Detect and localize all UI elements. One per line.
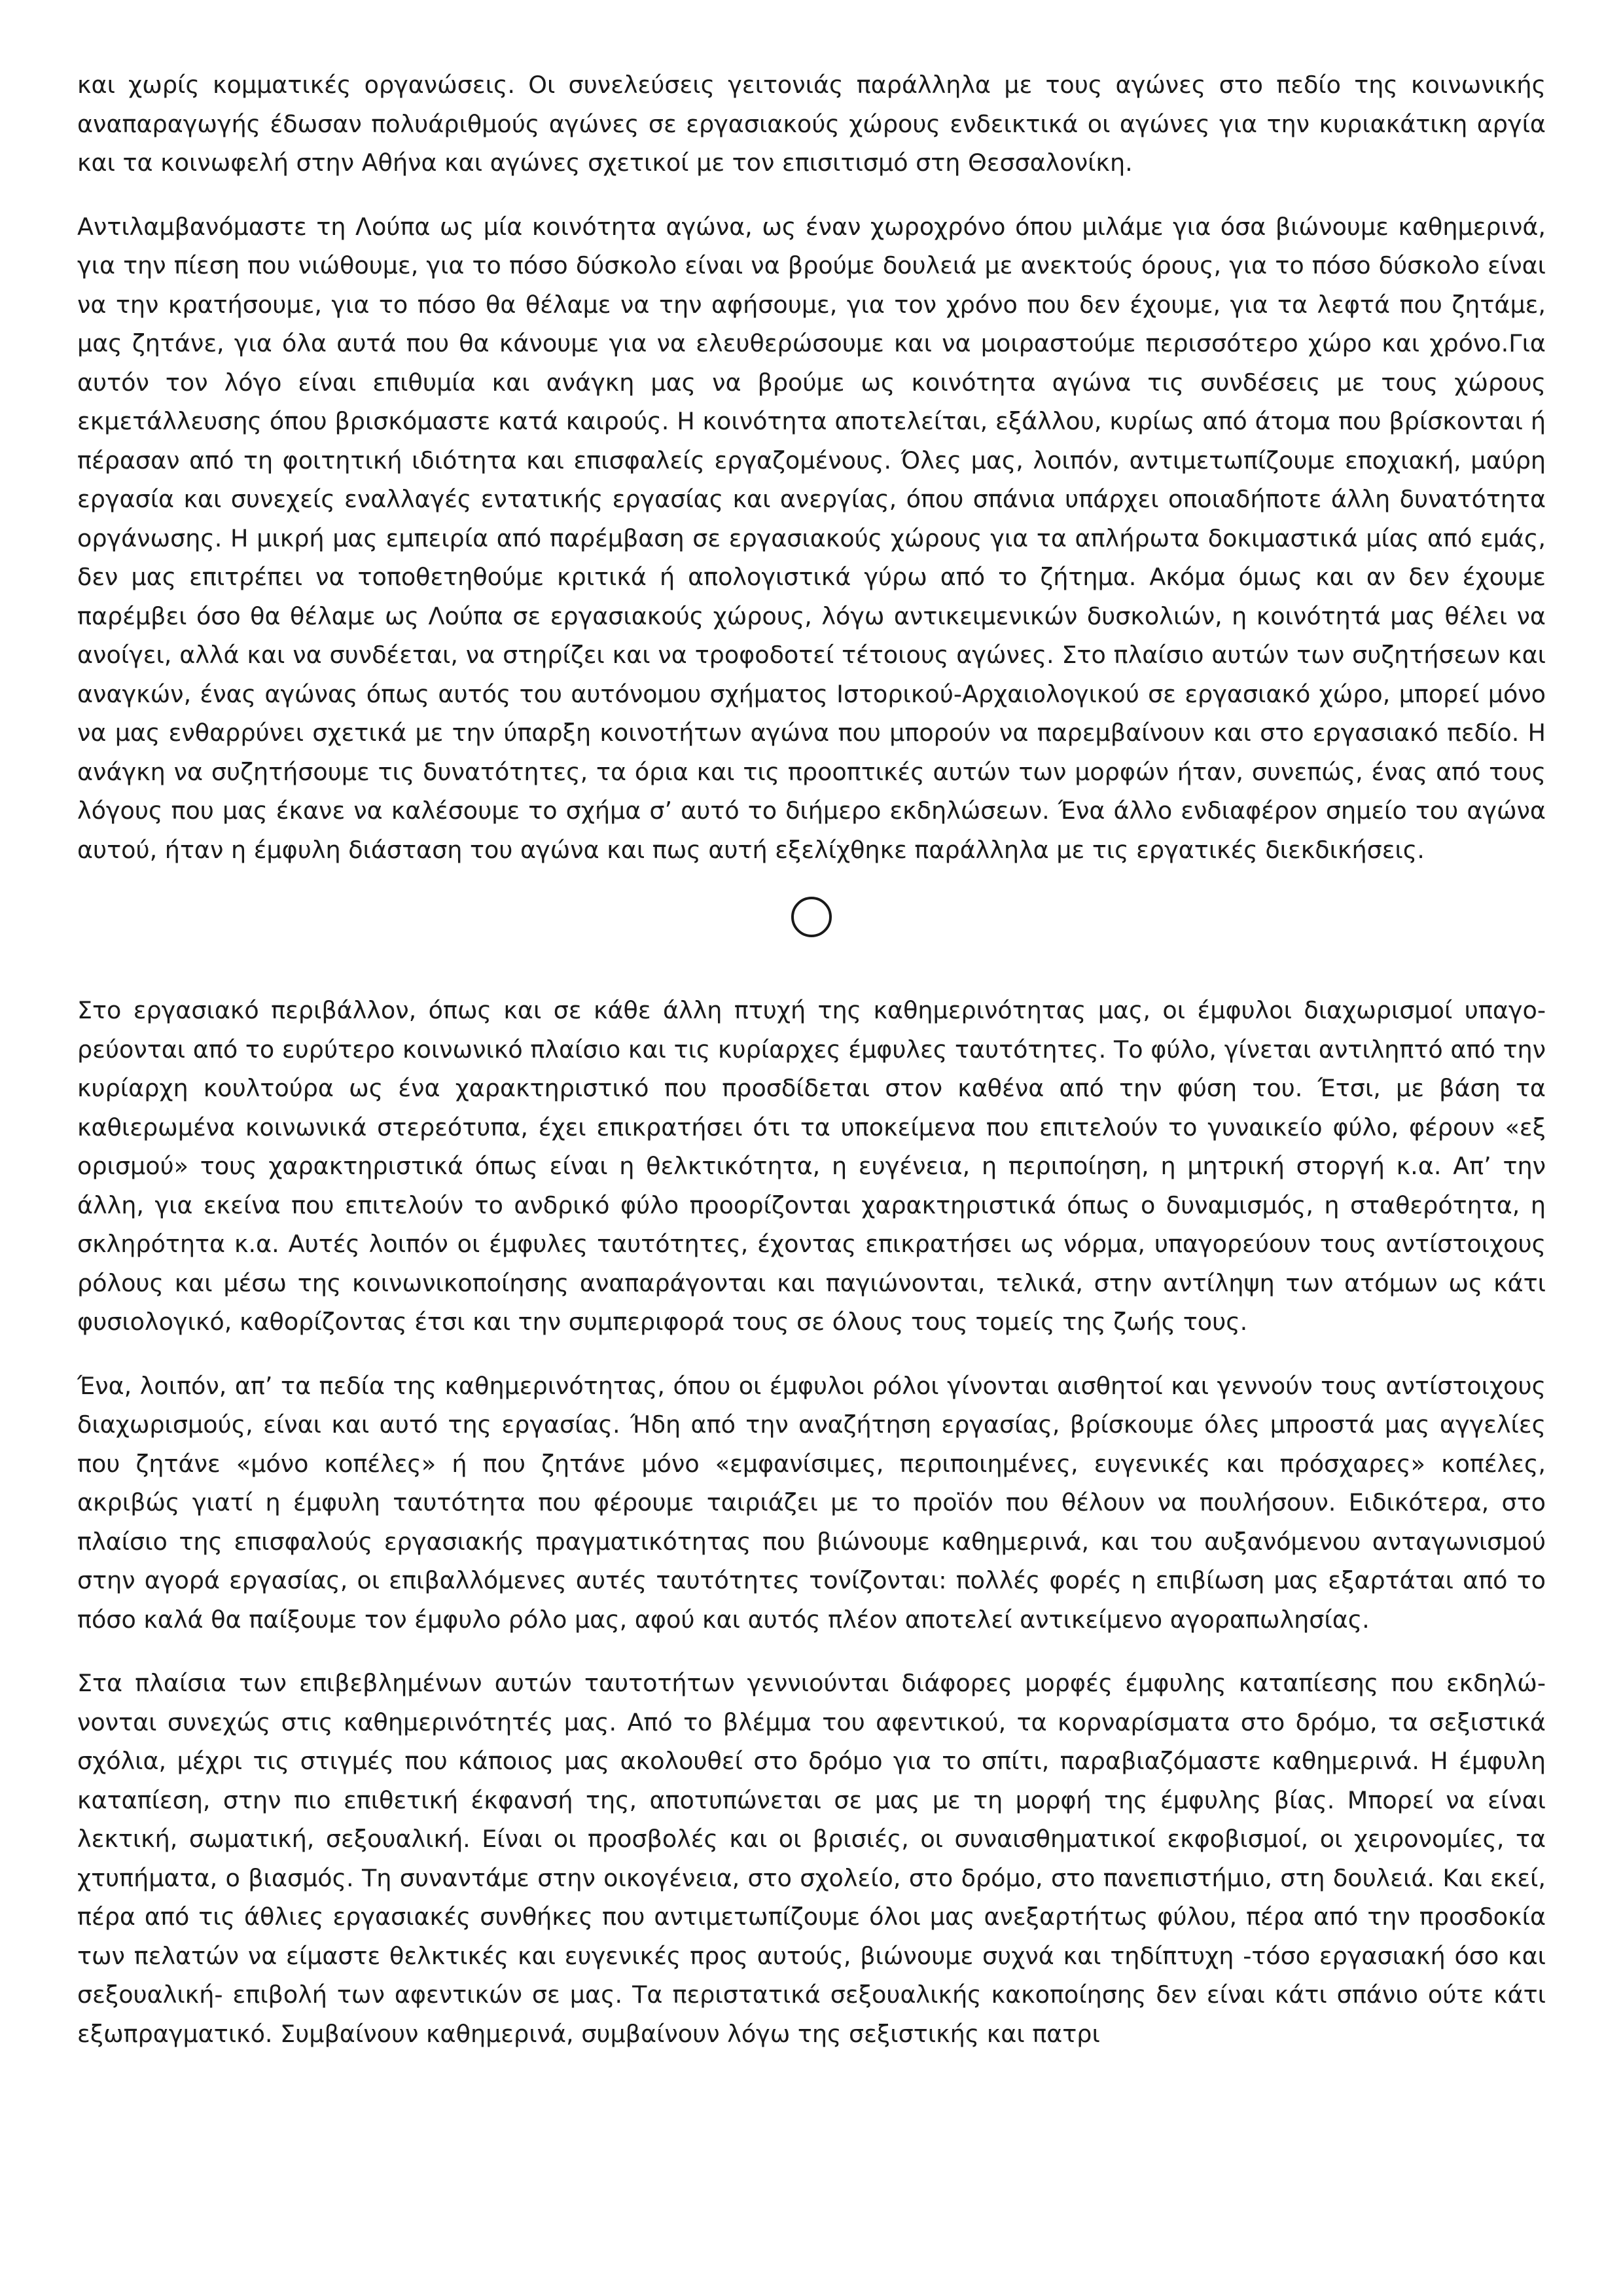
- circle-ornament-icon: [791, 897, 832, 937]
- section-divider: [77, 897, 1546, 942]
- section-a: [77, 65, 1546, 869]
- document-page: [77, 65, 1546, 2078]
- section-b: [77, 991, 1546, 2053]
- paragraph: Αντιλαμβανόμαστε τη Λούπα ως μία κοινότητα αγώνα, ως έναν χωροχρόνο όπου μιλάμε για όσα βιώνουμε καθημερινά, για την πίεση που νιώθουμε, για το πόσο δύσκολο είναι να βρούμε δουλειά με ανεκτούς όρους, για το πόσο δύσκολο είναι να την κρατήσουμε, για το πόσο θα θέλαμε να την αφήσουμε, για τον χρόνο που δεν έχουμε, για τα λεφτά που ζητάμε, μας ζητάνε, για όλα αυτά που θα κάνουμε για να ελευθερώσουμε και να μοιραστούμε περισσότερο χώρο και χρόνο.Για αυτόν τον λόγο είναι επιθυμία και ανάγκη μας να βρούμε ως κοινότητα αγώνα τις συνδέσεις με τους χώρους εκμετάλλευσης όπου βρισκόμαστε κατά καιρούς. Η κοινότητα αποτελείται, εξάλλου, κυρίως από άτομα που βρίσκονται ή πέρασαν από τη φοιτητική ιδιότητα και επισφαλείς εργαζομένους. Όλες μας, λοιπόν, αντιμετωπίζουμε εποχιακή, μαύρη εργασία και συνεχείς εναλλαγές εντατικής εργασίας και ανεργίας, όπου σπάνια υπάρχει οποιαδήποτε άλλη δυνατότητα οργάνωσης. Η μικρή μας εμπειρία από παρέμβαση σε εργασιακούς χώρους για τα απλήρωτα δοκιμαστικά μίας από εμάς, δεν μας επιτρέπει να τοποθετηθούμε κριτικά ή απολογιστικά γύρω από το ζήτημα. Ακόμα όμως και αν δεν έχουμε παρέμβει όσο θα θέλαμε ως Λούπα σε εργασιακούς χώρους, λόγω αντικειμενικών δυσκολιών, η κοινότητά μας θέλει να ανοίγει, αλλά και να συνδέεται, να στηρίζει και να τροφοδοτεί τέτοιους αγώνες. Στο πλαίσιο αυτών των συζητήσεων και αναγκών, ένας αγώνας όπως αυτός του αυτόνομου σχήματος Ιστορικού-Αρχαιολογικού σε εργασιακό χώρο, μπορεί μόνο να μας ενθαρρύνει σχετικά με την ύπαρξη κοινοτήτων αγώνα που μπορούν να παρεμβαίνουν και στο εργασιακό πεδίο. Η ανάγκη να συζητήσουμε τις δυνατότητες, τα όρια και τις προοπτικές αυτών των μορφών ήταν, συνεπώς, ένας από τους λόγους που μας έκανε να καλέσουμε το σχήμα σ’ αυτό το διήμερο εκδηλώσεων. Ένα άλλο ενδιαφέρον σημείο του αγώνα αυτού, ήταν η έμφυλη διάσταση του αγώνα και πως αυτή εξελίχθηκε παράλληλα με τις εργατικές διεκδικήσεις.: [77, 212, 1546, 864]
- paragraph: Στα πλαίσια των επιβεβλημένων αυτών ταυτοτήτων γεννιούνται διάφορες μορφές έμφυλης καταπίεσης που εκδηλώνονται συνεχώς στις καθημερινότητές μας. Από το βλέμμα του αφεντικού, τα κορναρίσματα στο δρόμο, τα σεξιστικά σχόλια, μέχρι τις στιγμές που κάποιος μας ακολουθεί στο δρόμο για το σπίτι, παραβιαζόμαστε καθημερινά. Η έμφυλη καταπίεση, στην πιο επιθετική έκφανσή της, αποτυπώνεται σε μας με τη μορφή της έμφυλης βίας. Μπορεί να είναι λεκτική, σωματική, σεξουαλική. Είναι οι προσβολές και οι βρισιές, οι συναισθηματικοί εκφοβισμοί, οι χειρονομίες, τα χτυπήματα, ο βιασμός. Τη συναντάμε στην οικογένεια, στο σχολείο, στο δρόμο, στο πανεπιστήμιο, στη δουλειά. Και εκεί, πέρα από τις άθλιες εργασιακές συνθήκες που αντιμετωπίζουμε όλοι μας ανεξαρτήτως φύλου, πέρα από την προσδοκία των πελατών να είμαστε θελκτικές και ευγενικές προς αυτούς, βιώνουμε συχνά και τηδίπτυχη -τόσο εργασιακή όσο και σεξουαλική- επιβολή των αφεντικών σε μας. Τα περιστατικά σεξουαλικής κακοποίησης δεν είναι κάτι σπάνιο ούτε κάτι εξωπραγματικό. Συμβαίνουν καθημερινά, συμβαίνουν λόγω της σεξιστικής και πατρι: [77, 1669, 1546, 2048]
- paragraph: Στο εργασιακό περιβάλλον, όπως και σε κάθε άλλη πτυχή της καθημερινότητας μας, οι έμφυλοι διαχωρισμοί υπαγορεύονται από το ευρύτερο κοινωνικό πλαίσιο και τις κυρίαρχες έμφυλες ταυτότητες. Το φύλο, γίνεται αντιληπτό από την κυρίαρχη κουλτούρα ως ένα χαρακτηριστικό που προσδίδεται στον καθένα από την φύση του. Έτσι, με βάση τα καθιερωμένα κοινωνικά στερεότυπα, έχει επικρατήσει ότι τα υποκείμενα που επιτελούν το γυναικείο φύλο, φέρουν «εξ ορισμού» τους χαρακτηριστικά όπως είναι η θελκτικότητα, η ευγένεια, η περιποίηση, η μητρική στοργή κ.α. Απ’ την άλλη, για εκείνα που επιτελούν το ανδρικό φύλο προορίζονται χαρακτηριστικά όπως ο δυναμισμός, η σταθερότητα, η σκληρότητα κ.α. Αυτές λοιπόν οι έμφυλες ταυτότητες, έχοντας επικρατήσει ως νόρμα, υπαγορεύουν τους αντίστοιχους ρόλους και μέσω της κοινωνικοποίησης αναπαράγονται και παγιώνονται, τελικά, στην αντίληψη των ατόμων ως κάτι φυσιολογικό, καθορίζοντας έτσι και την συμπεριφορά τους σε όλους τους τομείς της ζωής τους.: [77, 996, 1546, 1336]
- paragraph: και χωρίς κομματικές οργανώσεις. Οι συνελεύσεις γειτονιάς παράλληλα με τους αγώνες στο πεδίο της κοινωνικής αναπαραγωγής έδωσαν πολυάριθμούς αγώνες σε εργασιακούς χώρους ενδεικτικά οι αγώνες για την κυριακάτικη αργία και τα κοινωφελή στην Αθήνα και αγώνες σχετικοί με τον επισιτισμό στη Θεσσαλονίκη.: [77, 71, 1546, 177]
- paragraph: Ένα, λοιπόν, απ’ τα πεδία της καθημερινότητας, όπου οι έμφυλοι ρόλοι γίνονται αισθητοί και γεννούν τους αντίστοιχους διαχωρισμούς, είναι και αυτό της εργασίας. Ήδη από την αναζήτηση εργασίας, βρίσκουμε όλες μπροστά μας αγγελίες που ζητάνε «μόνο κοπέλες» ή που ζητάνε μόνο «εμφανίσιμες, περιποιημένες, ευγενικές και πρόσχαρες» κοπέλες, ακριβώς γιατί η έμφυλη ταυτότητα που φέρουμε ταιριάζει με το προϊόν που θέλουν να πουλήσουν. Ειδικότερα, στο πλαίσιο της επισφαλούς εργασιακής πραγματικότητας που βιώνουμε καθημερινά, και του αυξανόμενου ανταγωνισμού στην αγορά εργασίας, οι επιβαλλόμενες αυτές ταυτότητες τονίζονται: πολλές φορές η επιβίωση μας εξαρτάται από το πόσο καλά θα παίξουμε τον έμφυλο ρόλο μας, αφού και αυτός πλέον αποτελεί αντικείμενο αγοραπωλησίας.: [77, 1371, 1546, 1634]
